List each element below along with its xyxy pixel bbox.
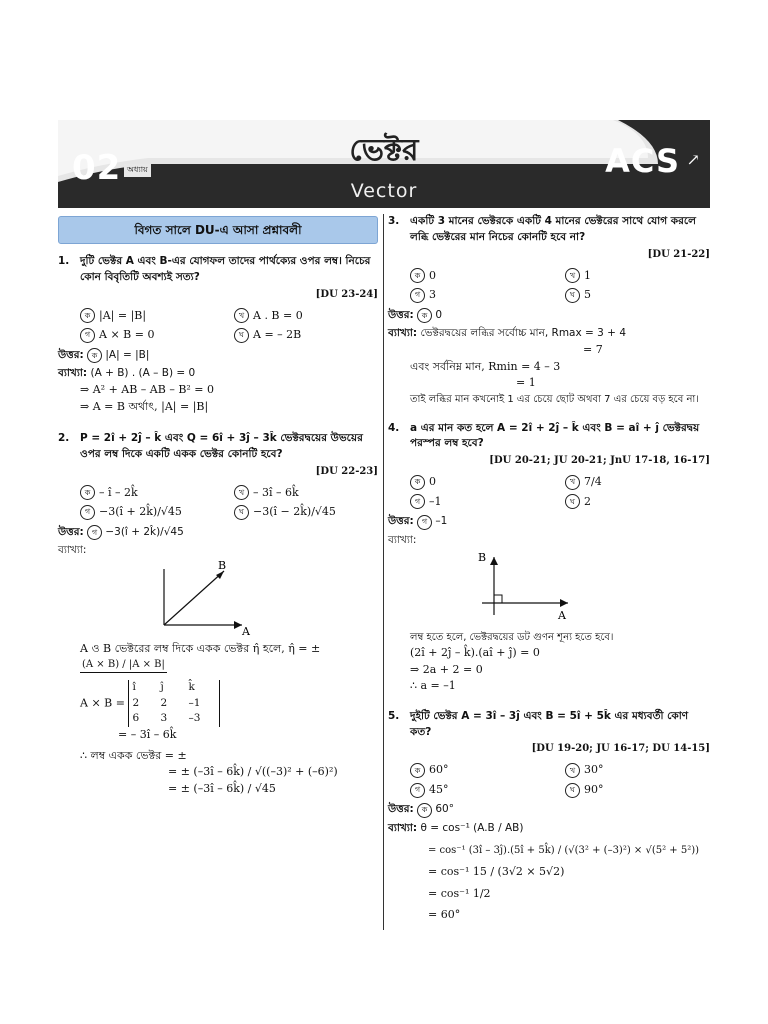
right-angle-mark [494,595,502,603]
explanation-line: = 60° [428,907,461,921]
arrowhead [490,557,498,565]
section-title: বিগত সালে DU-এ আসা প্রশ্নাবলী [58,216,378,244]
option-text: 2 [584,494,591,508]
determinant-matrix [128,680,220,727]
question-number: 5. [388,709,400,722]
options [410,268,710,304]
right-column [388,214,710,933]
option-marker: গ [410,783,425,798]
option-marker: ঘ [565,288,580,303]
option-text: 45° [429,782,449,796]
option-text: 30° [584,763,604,777]
question-number: 3. [388,215,400,227]
matrix-cell: î [132,680,136,693]
explanation-label: ব্যাখ্যা: [388,822,418,834]
chapter-word: অধ্যায় [124,164,151,177]
option-ka [410,268,555,285]
option-marker: ক [80,485,95,500]
answer-line [388,308,710,324]
matrix-cell: 3 [160,712,168,725]
option-text: 3 [429,288,436,301]
option-marker: খ [234,485,249,500]
option-text: −3(î − 2k̂)/√45 [253,505,336,518]
option-marker: ক [410,475,425,490]
chapter-number: 02 [72,148,122,188]
chapter-title-en: Vector [350,180,418,202]
question-text: দুইটি ভেক্টর A = 3î – 3ĵ এবং B = 5î + 5k̂ এর মধ্যবর্তী কোণ কত? [410,709,689,738]
diagram-label-a: A [558,608,566,622]
question-3 [388,214,710,407]
option-text: −3(î + 2k̂)/√45 [99,505,182,518]
answer-line [388,514,710,530]
explanation-line: ভেক্টরদ্বয়ের লব্ধির সর্বোচ্চ মান, Rmax = 3 + 4 [420,327,627,340]
option-ka [410,474,555,491]
option-kha [234,308,378,325]
matrix-cell: 2 [132,696,140,709]
option-kha [565,268,710,285]
question-text: দুটি ভেক্টর A এবং B-এর যোগফল তাদের পার্থক্যের ওপর লম্ব। নিচের কোন বিবৃতিটি অবশ্যই সত্য? [80,255,371,283]
explanation-label: ব্যাখ্যা: [58,367,88,380]
option-marker: গ [87,525,102,540]
answer-text: –1 [435,515,448,527]
explanation [388,326,710,342]
option-marker: ঘ [234,328,249,343]
options [80,485,378,521]
explanation-line: = cos⁻¹ 15 / (3√2 × 5√2) [428,864,565,878]
explanation-line: = cos⁻¹ (3î – 3ĵ).(5î + 5k̂) / (√(3² + (–3)²) × √(5² + 5²)) [428,844,700,856]
option-marker: গ [80,328,95,343]
option-gha [565,782,710,799]
matrix-cell: k̂ [188,680,195,693]
explanation-line: ∴ a = –1 [410,679,456,693]
option-text: A × B = 0 [99,328,155,341]
question-text: একটি 3 মানের ভেক্টরকে একটি 4 মানের ভেক্টরের সাথে যোগ করলে লব্ধি ভেক্টরের মান নিচের কোনটি হবে না? [410,215,696,243]
option-marker: ক [87,348,102,363]
answer-text: 0 [435,308,443,321]
question-number: 2. [58,432,70,444]
answer-line [388,802,710,818]
option-marker: ঘ [234,505,249,520]
explanation-line [80,641,378,674]
diagram-label-b: B [218,559,227,572]
option-text: 7/4 [584,475,602,488]
vector-b-arrow [164,571,224,625]
arrowhead [560,599,568,607]
option-text: 1 [584,268,591,282]
explanation-line: θ = cos⁻¹ (A.B / AB) [420,822,524,834]
option-marker: গ [410,494,425,509]
question-text: a এর মান কত হলে A = 2î + 2ĵ – k̂ এবং B = aî + ĵ ভেক্টরদ্বয় পরস্পর লম্ব হবে? [410,421,700,450]
explanation-label: ব্যাখ্যা: [388,327,418,340]
option-text: A = – 2B [253,328,302,341]
option-marker: ঘ [565,494,580,509]
option-marker: ক [80,308,95,323]
option-marker: খ [565,268,580,283]
fraction [80,657,167,673]
explanation-text: A ও B ভেক্টরের লম্ব দিকে একক ভেক্টর η̂ হলে, η̂ = ± [80,641,321,655]
matrix-cell: 2 [160,696,168,709]
option-ga [410,782,555,799]
answer-label: উত্তর: [388,515,414,527]
question-number: 1. [58,255,70,267]
explanation-line: ⇒ A² + AB – AB – B² = 0 [80,383,215,396]
option-marker: ক [417,308,432,323]
option-text: 0 [429,475,436,488]
option-gha [565,287,710,304]
answer-label: উত্তর: [58,348,84,361]
option-gha [234,504,378,521]
option-marker: গ [410,288,425,303]
matrix-cell: –3 [188,712,201,725]
answer-text: −3(î + 2k̂)/√45 [105,525,184,538]
option-text: 90° [584,782,604,796]
option-marker: ক [410,763,425,778]
option-kha [565,762,710,779]
answer-label: উত্তর: [388,803,414,816]
question-number: 4. [388,421,400,434]
question-source: [DU 21-22] [647,248,710,260]
chapter-title-bn: ভেক্টর [349,133,419,168]
option-ka [410,762,555,779]
answer-label: উত্তর: [58,525,84,538]
diagram-label-a: A [242,625,250,635]
explanation-line: (2î + 2ĵ – k̂).(aî + ĵ) = 0 [410,646,540,660]
options [410,474,710,510]
explanation-line: = ± (–3î – 6k̂) / √((–3)² + (–6)²) [168,765,338,778]
explanation-text: A × B = [80,696,125,710]
explanation-line: = cos⁻¹ 1/2 [428,887,491,901]
option-marker: গ [417,515,432,530]
option-text: – 3î – 6k̂ [253,485,299,499]
fraction-value: (A × B) / |A × B| [80,657,167,673]
option-kha [234,485,378,502]
question-source: [DU 19-20; JU 16-17; DU 14-15] [531,743,710,755]
cross-product-line [80,680,378,727]
explanation-line: এবং সর্বনিম্ন মান, Rmin = 4 – 3 [410,359,561,373]
question-source: [DU 23-24] [315,288,378,300]
explanation-line: = 7 [583,343,603,356]
option-ga [80,327,224,344]
explanation-line: (A + B) . (A – B) = 0 [90,367,196,380]
answer-text: |A| = |B| [105,348,150,361]
question-1 [58,254,378,415]
option-marker: ক [417,803,432,818]
arrowhead [234,621,242,629]
explanation-label: ব্যাখ্যা: [58,544,87,557]
matrix-cell: ĵ [160,680,164,693]
option-ka [80,485,224,502]
option-text: |A| = |B| [99,308,147,322]
question-text: P = 2î + 2ĵ – k̂ এবং Q = 6î + 3ĵ – 3k̂ ভেক্টরদ্বয়ের উভয়ের ওপর লম্ব দিকে একটি একক ভেক্টর কোনটি হবে? [80,432,363,460]
option-text: 60° [429,763,449,777]
option-gha [234,327,378,344]
explanation-line: = 1 [516,376,536,389]
option-marker: খ [234,308,249,323]
chapter-header [58,120,710,208]
logo-arrow-icon: ↗ [686,150,700,169]
options [410,762,710,798]
option-text: A . B = 0 [253,308,303,322]
option-text: 0 [429,268,436,282]
options [80,308,378,344]
option-ga [410,287,555,304]
option-marker: গ [80,505,95,520]
diagram-label-b: B [478,550,487,564]
perpendicular-vector-diagram [472,549,592,625]
explanation-line: লম্ব হতে হলে, ভেক্টরদ্বয়ের ডট গুণন শূন্য হতে হবে। [410,632,614,644]
explanation-line: ⇒ 2a + 2 = 0 [410,662,483,676]
explanation [388,821,710,837]
vector-diagram [138,559,278,635]
explanation-line: তাই লব্ধির মান কখনোই 1 এর চেয়ে ছোট অথবা 7 এর চেয়ে বড় হবে না। [410,393,699,405]
question-source: [DU 20-21; JU 20-21; JnU 17-18, 16-17] [489,455,710,466]
question-5 [388,709,710,924]
option-text: –1 [429,494,442,508]
question-2 [58,431,378,797]
question-4 [388,421,710,695]
option-marker: খ [565,763,580,778]
option-marker: খ [565,475,580,490]
explanation-line: = – 3î – 6k̂ [118,728,177,741]
option-marker: ক [410,268,425,283]
option-text: 5 [584,288,591,301]
acs-logo: ACS [605,142,680,180]
answer-line [58,525,378,541]
option-kha [565,474,710,491]
option-ga [80,504,224,521]
answer-text: 60° [435,803,454,816]
option-gha [565,494,710,511]
option-ga [410,494,555,511]
answer-line [58,348,378,364]
explanation-line: ∴ লম্ব একক ভেক্টর = ± [80,748,187,762]
explanation [58,366,378,382]
answer-label: উত্তর: [388,308,414,321]
matrix-cell: –1 [188,696,201,709]
option-ka [80,308,224,325]
explanation-line: = ± (–3î – 6k̂) / √45 [168,781,276,795]
option-text: – î – 2k̂ [99,485,138,499]
explanation-line: ⇒ A = B অর্থাৎ, |A| = |B| [80,399,209,413]
question-source: [DU 22-23] [315,465,378,477]
matrix-cell: 6 [132,712,140,725]
left-column [58,214,378,807]
option-marker: ঘ [565,783,580,798]
column-divider [383,214,384,930]
explanation-label: ব্যাখ্যা: [388,533,417,546]
